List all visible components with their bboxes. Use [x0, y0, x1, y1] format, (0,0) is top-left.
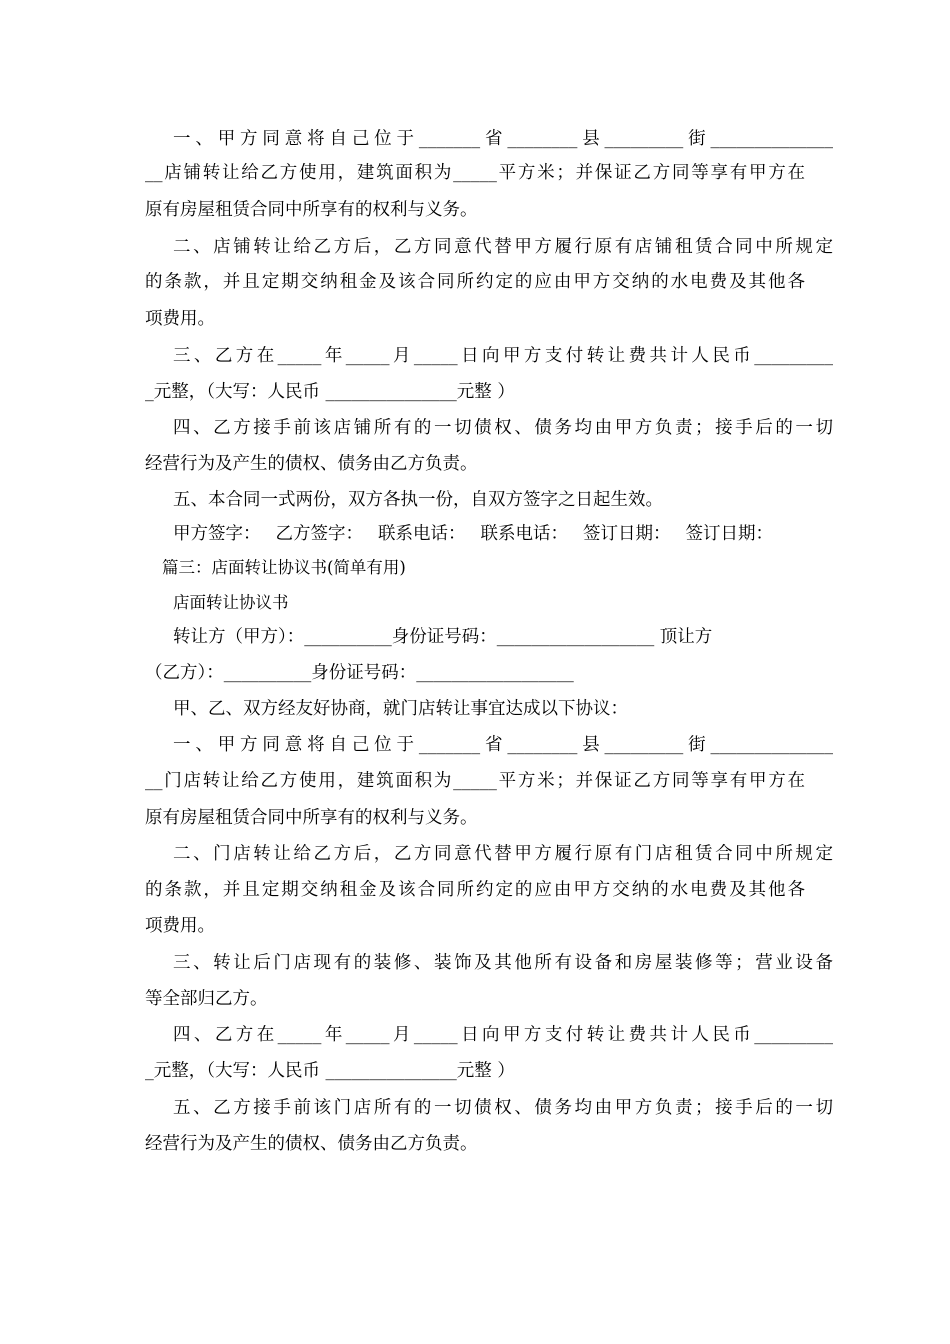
phone-label-b: 联系电话：	[480, 524, 568, 544]
store-clause-1-line-2: __门店转让给乙方使用，建筑面积为_____平方米；并保证乙方同等享有甲方在	[145, 771, 805, 791]
store-clause-3-line-2: 等全部归乙方。	[145, 989, 268, 1009]
store-clause-1-line-3: 原有房屋租赁合同中所享有的权利与义务。	[145, 808, 478, 828]
document-title: 店面转让协议书	[173, 593, 289, 612]
store-clause-2-line-3: 项费用。	[145, 916, 215, 936]
transferor-line: 转让方（甲方）：__________身份证号码：__________________ 顶让方	[173, 627, 713, 647]
sign-date-label-b: 签订日期：	[685, 524, 773, 544]
transferee-line: （乙方）：__________身份证号码：__________________	[145, 663, 574, 683]
clause-3-line-1: 三、乙方在_____年_____月_____日向甲方支付转让费共计人民币_________	[173, 346, 833, 366]
store-clause-5-line-2: 经营行为及产生的债权、债务由乙方负责。	[145, 1134, 478, 1154]
store-clause-2-line-1: 二、门店转让给乙方后，乙方同意代替甲方履行原有门店租赁合同中所规定	[173, 844, 833, 864]
clause-4-line-1: 四、乙方接手前该店铺所有的一切债权、债务均由甲方负责；接手后的一切	[173, 418, 833, 438]
clause-3-line-2: _元整，（大写：人民币 _______________元整 ）	[145, 382, 515, 402]
agreement-intro: 甲、乙、双方经友好协商，就门店转让事宜达成以下协议：	[173, 699, 628, 719]
clause-2-line-3: 项费用。	[145, 309, 215, 329]
party-a-signature-label: 甲方签字：	[173, 524, 261, 544]
store-clause-5-line-1: 五、乙方接手前该门店所有的一切债权、债务均由甲方负责；接手后的一切	[173, 1098, 833, 1118]
store-clause-1-line-1: 一、甲方同意将自己位于_______省________县_________街______________	[173, 735, 833, 755]
sign-date-label-a: 签订日期：	[583, 524, 671, 544]
clause-4-line-2: 经营行为及产生的债权、债务由乙方负责。	[145, 454, 478, 474]
party-b-signature-label: 乙方签字：	[275, 524, 363, 544]
store-clause-4-line-1: 四、乙方在_____年_____月_____日向甲方支付转让费共计人民币_________	[173, 1025, 833, 1045]
clause-5-line-1: 五、本合同一式两份，双方各执一份，自双方签字之日起生效。	[173, 490, 663, 510]
clause-1-line-1: 一、甲方同意将自己位于_______省________县_________街______________	[173, 129, 833, 149]
clause-2-line-1: 二、店铺转让给乙方后，乙方同意代替甲方履行原有店铺租赁合同中所规定	[173, 237, 833, 257]
store-clause-2-line-2: 的条款，并且定期交纳租金及该合同所约定的应由甲方交纳的水电费及其他各	[145, 880, 805, 900]
phone-label-a: 联系电话：	[378, 524, 466, 544]
clause-1-line-3: 原有房屋租赁合同中所享有的权利与义务。	[145, 200, 478, 220]
clause-1-line-2: __店铺转让给乙方使用，建筑面积为_____平方米；并保证乙方同等享有甲方在	[145, 163, 805, 183]
clause-2-line-2: 的条款，并且定期交纳租金及该合同所约定的应由甲方交纳的水电费及其他各	[145, 272, 805, 292]
signature-row	[173, 522, 773, 546]
store-clause-3-line-1: 三、转让后门店现有的装修、装饰及其他所有设备和房屋装修等；营业设备	[173, 953, 833, 973]
store-clause-4-line-2: _元整，（大写：人民币 _______________元整 ）	[145, 1061, 515, 1081]
section-heading: 篇三：店面转让协议书(简单有用)	[162, 558, 406, 577]
